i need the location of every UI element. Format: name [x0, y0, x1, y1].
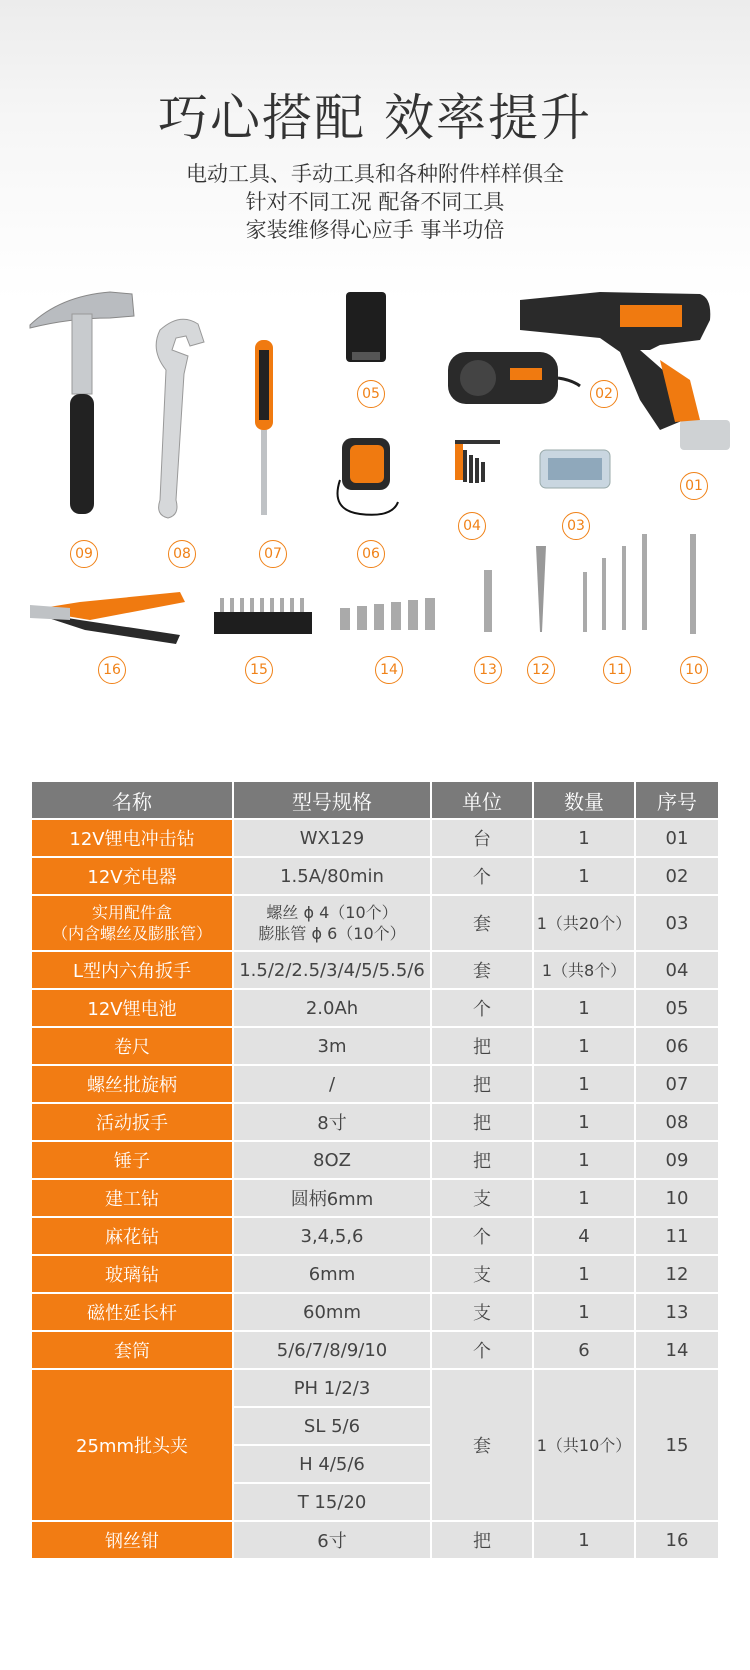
item-unit-cell: 把 [431, 1103, 533, 1141]
item-qty-cell: 1 [533, 819, 635, 857]
item-unit-cell: 支 [431, 1293, 533, 1331]
accessory-box-image [540, 450, 610, 488]
item-name-cell: 12V锂电冲击钻 [31, 819, 233, 857]
item-unit-cell: 个 [431, 1217, 533, 1255]
table-row [31, 819, 719, 857]
item-number-08: 08 [168, 540, 196, 568]
item-spec-cell: 60mm [233, 1293, 431, 1331]
bit-holder-image [214, 598, 312, 634]
subtitle-line-3: 家装维修得心应手 事半功倍 [245, 218, 505, 242]
subtitle-line-2: 针对不同工况 配备不同工具 [245, 190, 505, 214]
item-no-cell: 03 [635, 895, 719, 951]
item-qty-cell: 6 [533, 1331, 635, 1369]
item-spec-cell: 5/6/7/8/9/10 [233, 1331, 431, 1369]
item-no-cell: 16 [635, 1521, 719, 1559]
item-spec-cell: 1.5/2/2.5/3/4/5/5.5/6 [233, 951, 431, 989]
extension-bar-image [484, 570, 492, 632]
table-row [31, 1217, 719, 1255]
item-qty-cell: 1 [533, 1027, 635, 1065]
table-row [31, 1103, 719, 1141]
item-spec-cell: 3,4,5,6 [233, 1217, 431, 1255]
battery-image [346, 292, 386, 362]
table-row [31, 1331, 719, 1369]
header-qty: 数量 [533, 781, 635, 819]
item-name-cell: 活动扳手 [31, 1103, 233, 1141]
item-no-cell: 02 [635, 857, 719, 895]
item-name-cell: 实用配件盒 （内含螺丝及膨胀管） [31, 895, 233, 951]
header-name: 名称 [31, 781, 233, 819]
item-number-03: 03 [562, 512, 590, 540]
item-unit-cell: 把 [431, 1521, 533, 1559]
item-spec-cell: 1.5A/80min [233, 857, 431, 895]
table-body [31, 819, 719, 1559]
item-qty-cell: 1 [533, 1141, 635, 1179]
item-name-cell: 套筒 [31, 1331, 233, 1369]
item-qty-cell: 1 [533, 989, 635, 1027]
item-number-16: 16 [98, 656, 126, 684]
table-row [31, 1293, 719, 1331]
table-row [31, 1065, 719, 1103]
item-spec-cell: 圆柄6mm [233, 1179, 431, 1217]
item-spec-cell: 6mm [233, 1255, 431, 1293]
item-number-12: 12 [527, 656, 555, 684]
item-number-11: 11 [603, 656, 631, 684]
item-unit-cell: 个 [431, 857, 533, 895]
item-unit-cell: 个 [431, 989, 533, 1027]
item-name-cell: 建工钻 [31, 1179, 233, 1217]
screwdriver-image [255, 340, 273, 515]
item-no-cell: 07 [635, 1065, 719, 1103]
table-header-row [31, 781, 719, 819]
page-title: 巧心搭配 效率提升 [158, 89, 592, 147]
item-unit-cell: 支 [431, 1179, 533, 1217]
item-spec-cell: 3m [233, 1027, 431, 1065]
item-no-cell: 09 [635, 1141, 719, 1179]
item-name-cell: 锤子 [31, 1141, 233, 1179]
item-no-cell: 11 [635, 1217, 719, 1255]
item-spec-cell: PH 1/2/3 [233, 1369, 431, 1407]
item-number-05: 05 [357, 380, 385, 408]
item-spec-cell: / [233, 1065, 431, 1103]
item-name-cell: 螺丝批旋柄 [31, 1065, 233, 1103]
item-unit-cell: 个 [431, 1331, 533, 1369]
item-unit-cell: 台 [431, 819, 533, 857]
tool-kit-image [0, 290, 750, 730]
item-qty-cell: 1 [533, 1521, 635, 1559]
masonry-bit-image [690, 534, 696, 634]
table-row [31, 1179, 719, 1217]
item-unit-cell: 把 [431, 1141, 533, 1179]
item-qty-cell: 1（共10个） [533, 1369, 635, 1521]
item-name-cell: 麻花钻 [31, 1217, 233, 1255]
tape-measure-image [338, 438, 399, 515]
item-qty-cell: 1 [533, 1179, 635, 1217]
header-unit: 单位 [431, 781, 533, 819]
charger-image [448, 352, 580, 404]
header-spec: 型号规格 [233, 781, 431, 819]
item-no-cell: 13 [635, 1293, 719, 1331]
item-spec-cell: 2.0Ah [233, 989, 431, 1027]
item-spec-cell: 8OZ [233, 1141, 431, 1179]
item-unit-cell: 套 [431, 895, 533, 951]
item-spec-cell: 6寸 [233, 1521, 431, 1559]
item-name-cell: 磁性延长杆 [31, 1293, 233, 1331]
item-number-10: 10 [680, 656, 708, 684]
item-unit-cell: 支 [431, 1255, 533, 1293]
item-qty-cell: 1 [533, 1255, 635, 1293]
item-name-cell: 12V充电器 [31, 857, 233, 895]
item-no-cell: 15 [635, 1369, 719, 1521]
subtitle-line-1: 电动工具、手动工具和各种附件样样俱全 [186, 162, 564, 186]
header-no: 序号 [635, 781, 719, 819]
spec-table [30, 780, 720, 1560]
item-number-09: 09 [70, 540, 98, 568]
item-qty-cell: 1（共8个） [533, 951, 635, 989]
item-number-01: 01 [680, 472, 708, 500]
item-spec-cell: WX129 [233, 819, 431, 857]
item-unit-cell: 套 [431, 1369, 533, 1521]
item-no-cell: 10 [635, 1179, 719, 1217]
item-no-cell: 06 [635, 1027, 719, 1065]
hammer-image [30, 292, 134, 514]
table-row [31, 1027, 719, 1065]
item-qty-cell: 1 [533, 1103, 635, 1141]
table-row [31, 1521, 719, 1559]
item-name-cell: 12V锂电池 [31, 989, 233, 1027]
table-row [31, 951, 719, 989]
item-number-14: 14 [375, 656, 403, 684]
item-spec-cell: H 4/5/6 [233, 1445, 431, 1483]
item-number-13: 13 [474, 656, 502, 684]
pliers-image [30, 592, 185, 644]
adjustable-wrench-image [156, 319, 204, 518]
item-spec-cell: 螺丝 ϕ 4（10个） 膨胀管 ϕ 6（10个） [233, 895, 431, 951]
item-no-cell: 12 [635, 1255, 719, 1293]
table-row [31, 895, 719, 951]
item-number-04: 04 [458, 512, 486, 540]
item-unit-cell: 把 [431, 1065, 533, 1103]
item-qty-cell: 1 [533, 1065, 635, 1103]
item-qty-cell: 1 [533, 857, 635, 895]
table-row [31, 1141, 719, 1179]
item-number-15: 15 [245, 656, 273, 684]
socket-set-image [340, 598, 435, 630]
table-row [31, 1369, 719, 1407]
item-unit-cell: 套 [431, 951, 533, 989]
item-name-cell: 玻璃钻 [31, 1255, 233, 1293]
item-no-cell: 05 [635, 989, 719, 1027]
item-name-cell: 卷尺 [31, 1027, 233, 1065]
item-name-cell: L型内六角扳手 [31, 951, 233, 989]
item-qty-cell: 4 [533, 1217, 635, 1255]
item-no-cell: 01 [635, 819, 719, 857]
item-spec-cell: T 15/20 [233, 1483, 431, 1521]
item-number-06: 06 [357, 540, 385, 568]
table-row [31, 1255, 719, 1293]
item-no-cell: 08 [635, 1103, 719, 1141]
item-no-cell: 14 [635, 1331, 719, 1369]
table-row [31, 989, 719, 1027]
item-number-07: 07 [259, 540, 287, 568]
item-spec-cell: SL 5/6 [233, 1407, 431, 1445]
twist-drill-bits-image [583, 534, 647, 632]
hex-key-set-image [455, 440, 500, 483]
item-qty-cell: 1（共20个） [533, 895, 635, 951]
item-no-cell: 04 [635, 951, 719, 989]
item-name-cell: 钢丝钳 [31, 1521, 233, 1559]
table-row [31, 857, 719, 895]
glass-bit-image [536, 546, 546, 632]
item-qty-cell: 1 [533, 1293, 635, 1331]
item-name-cell: 25mm批头夹 [31, 1369, 233, 1521]
item-spec-cell: 8寸 [233, 1103, 431, 1141]
item-unit-cell: 把 [431, 1027, 533, 1065]
item-number-02: 02 [590, 380, 618, 408]
